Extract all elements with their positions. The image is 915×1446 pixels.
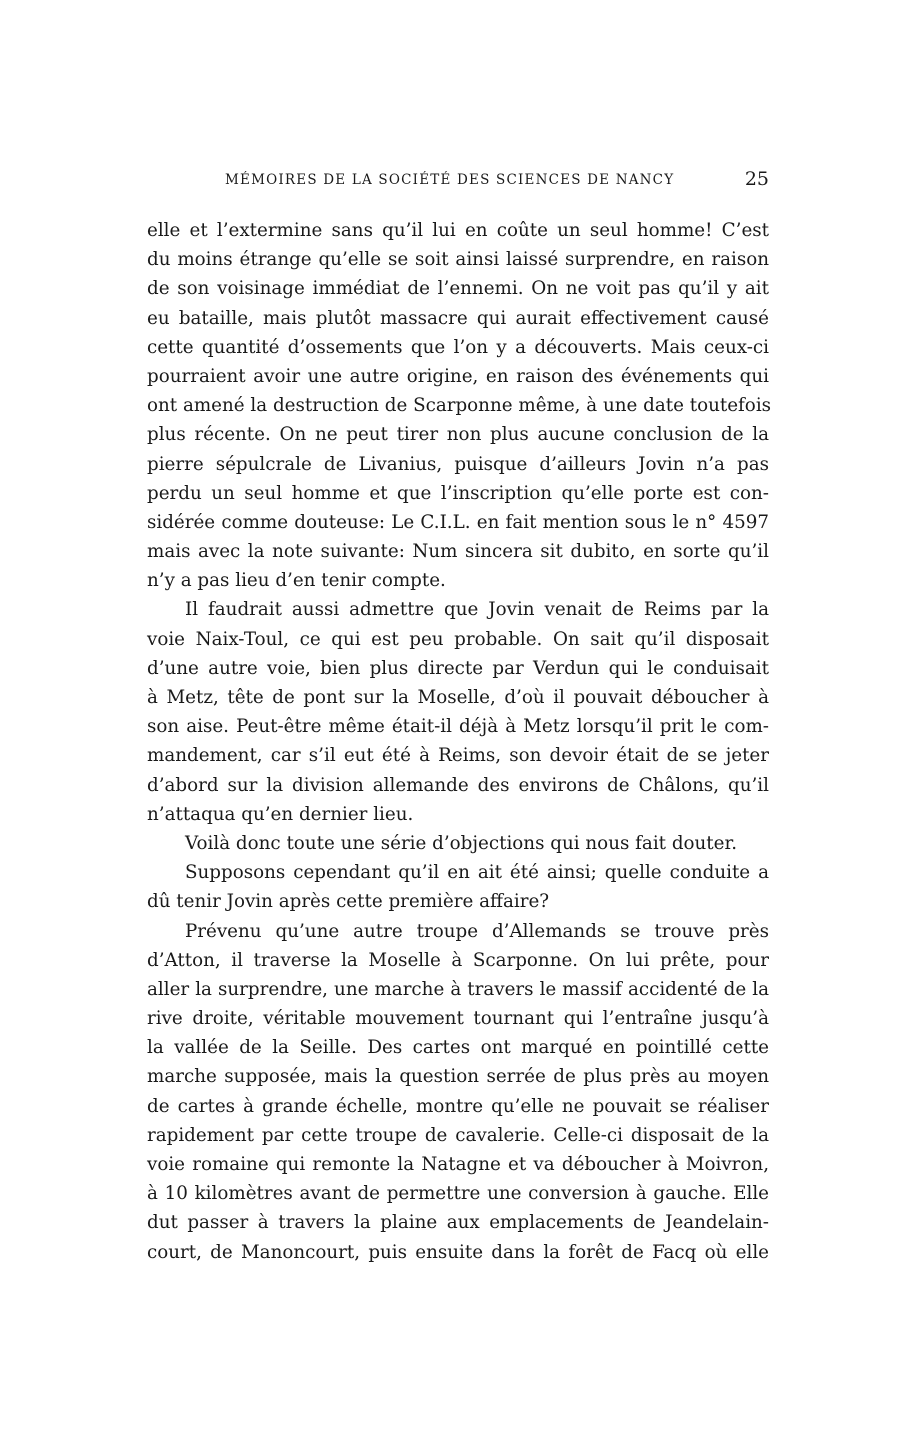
- running-header: [147, 170, 769, 196]
- text-line: Prévenu qu’une autre troupe d’Allemands se trouve près: [185, 920, 769, 942]
- text-line: dû tenir Jovin après cette première affaire?: [147, 891, 550, 913]
- text-line: d’une autre voie, bien plus directe par Verdun qui le conduisait: [147, 657, 769, 679]
- text-line: Il faudrait aussi admettre que Jovin venait de Reims par la: [185, 599, 769, 621]
- text-line: pierre sépulcrale de Livanius, puisque d’ailleurs Jovin n’a pas: [147, 453, 769, 475]
- text-line: aller la surprendre, une marche à travers le massif accidenté de la: [147, 978, 769, 1000]
- text-line: elle et l’extermine sans qu’il lui en coûte un seul homme! C’est: [147, 220, 769, 241]
- text-line: de son voisinage immédiat de l’ennemi. On ne voit pas qu’il y ait: [147, 278, 769, 300]
- text-line: voie romaine qui remonte la Natagne et va déboucher à Moivron,: [147, 1154, 769, 1175]
- text-line: de cartes à grande échelle, montre qu’elle ne pouvait se réaliser: [147, 1095, 769, 1117]
- text-line: perdu un seul homme et que l’inscription qu’elle porte est con-: [147, 482, 769, 504]
- text-line: Voilà donc toute une série d’objections qui nous fait douter.: [185, 832, 738, 854]
- paragraph: [147, 595, 769, 829]
- paragraph: [147, 829, 769, 858]
- text-line: sidérée comme douteuse: Le C.I.L. en fait mention sous le n° 4597: [147, 511, 769, 533]
- page-number: 25: [744, 168, 769, 190]
- text-line: son aise. Peut-être même était-il déjà à Metz lorsqu’il prit le com-: [147, 716, 769, 738]
- text-line: court, de Manoncourt, puis ensuite dans la forêt de Facq où elle: [147, 1241, 769, 1263]
- text-line: rapidement par cette troupe de cavalerie. Celle-ci disposait de la: [147, 1124, 769, 1146]
- text-line: du moins étrange qu’elle se soit ainsi laissé surprendre, en raison: [147, 249, 769, 271]
- text-line: eu bataille, mais plutôt massacre qui aurait effectivement causé: [147, 307, 769, 329]
- text-line: pourraient avoir une autre origine, en raison des événements qui: [147, 365, 769, 387]
- text-line: Supposons cependant qu’il en ait été ainsi; quelle conduite a: [185, 862, 769, 884]
- paragraph: [147, 917, 769, 1267]
- text-line: n’y a pas lieu d’en tenir compte.: [147, 570, 446, 592]
- text-line: plus récente. On ne peut tirer non plus aucune conclusion de la: [147, 424, 769, 446]
- text-line: d’abord sur la division allemande des environs de Châlons, qu’il: [147, 774, 769, 796]
- text-line: rive droite, véritable mouvement tournant qui l’entraîne jusqu’à: [147, 1008, 769, 1030]
- text-line: marche supposée, mais la question serrée de plus près au moyen: [147, 1066, 769, 1088]
- text-line: mais avec la note suivante: Num sincera sit dubito, en sorte qu’il: [147, 541, 769, 563]
- text-line: voie Naix-Toul, ce qui est peu probable. On sait qu’il disposait: [147, 628, 769, 650]
- text-line: à 10 kilomètres avant de permettre une conversion à gauche. Elle: [147, 1183, 769, 1205]
- paragraph: [147, 216, 772, 595]
- body-text: [147, 216, 772, 1267]
- text-line: la vallée de la Seille. Des cartes ont marqué en pointillé cette: [147, 1037, 769, 1059]
- text-line: ont amené la destruction de Scarponne même, à une date toutefois: [147, 395, 772, 417]
- text-line: à Metz, tête de pont sur la Moselle, d’où il pouvait déboucher à: [147, 687, 769, 708]
- text-line: cette quantité d’ossements que l’on y a découverts. Mais ceux-ci: [147, 336, 769, 358]
- running-title: MÉMOIRES DE LA SOCIÉTÉ DES SCIENCES DE NANCY: [225, 172, 675, 188]
- text-line: mandement, car s’il eut été à Reims, son devoir était de se jeter: [147, 745, 769, 767]
- text-line: dut passer à travers la plaine aux emplacements de Jeandelain-: [147, 1212, 769, 1234]
- text-line: n’attaqua qu’en dernier lieu.: [147, 803, 414, 825]
- text-line: d’Atton, il traverse la Moselle à Scarponne. On lui prête, pour: [147, 949, 769, 971]
- paragraph: [147, 858, 769, 916]
